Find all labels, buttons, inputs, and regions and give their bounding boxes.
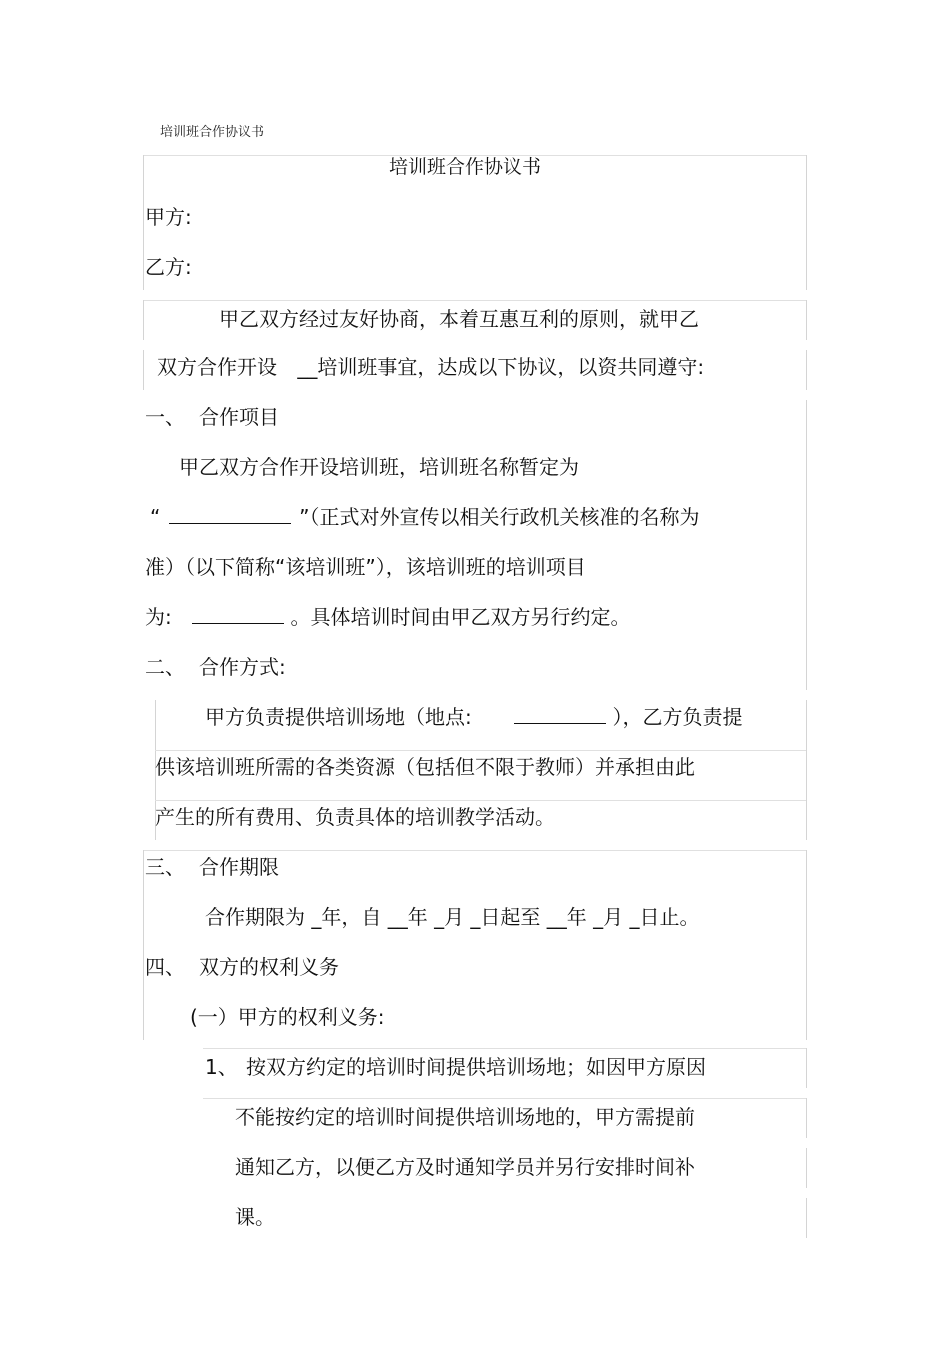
section-1-para-4-b: 。具体培训时间由甲乙双方另行约定。 [290,605,631,629]
section-2-para-1-b: ），乙方负责提 [612,705,743,729]
project-blank [192,605,284,624]
intro-line-2-a: 双方合作开设 [157,355,277,379]
section-4-subheading-1: (一）甲方的权利义务: [190,1005,385,1029]
running-header: 培训班合作协议书 [160,125,265,140]
party-b-label: 乙方: [145,255,192,279]
section-2-para-2: 供该培训班所需的各类资源（包括但不限于教师）并承担由此 [155,755,695,779]
section-2-title: 合作方式: [199,655,286,679]
intro-line-2 [157,355,704,379]
item-1-line-2: 不能按约定的培训时间提供培训场地的，甲方需提前 [235,1105,695,1129]
section-1-para-3: 准）（以下简称“该培训班”），该培训班的培训项目 [145,555,586,579]
item-1-line-3: 通知乙方，以便乙方及时通知学员并另行安排时间补 [235,1155,695,1179]
section-4-number: 四、 [145,955,185,979]
section-3-para-1: 合作期限为 _年，自 __年 _月 _日起至 __年 _月 _日止。 [205,905,700,929]
section-1-para-4 [145,605,630,629]
frame-right-line-7 [806,1048,807,1088]
name-blank [169,505,291,524]
item-1-line-4: 课。 [235,1205,275,1229]
location-blank [514,705,606,724]
frame-left-line-5 [143,850,144,1040]
section-4-title: 双方的权利义务 [199,955,339,979]
frame-right-line-3 [806,350,807,390]
frame-right-line-5 [806,700,807,840]
section-1-para-2-text: ”（正式对外宣传以相关行政机关核准的名称为 [299,505,700,529]
frame-left-line-3 [143,350,144,390]
intro-line-2-b: __培训班事宜，达成以下协议，以资共同遵守: [297,355,705,379]
section-1-para-4-a: 为: [145,605,172,629]
frame-right-line [806,155,807,290]
frame-left-line [143,155,144,290]
frame-right-line-8 [806,1098,807,1138]
frame-divider-line-5 [203,1048,806,1049]
frame-right-line-9 [806,1148,807,1188]
item-1-line-1: 按双方约定的培训时间提供培训场地；如因甲方原因 [246,1055,706,1079]
section-1-para-1: 甲乙双方合作开设培训班，培训班名称暂定为 [179,455,579,479]
section-2-para-1-a: 甲方负责提供培训场地（地点: [205,705,472,729]
document-title: 培训班合作协议书 [389,156,542,178]
item-1-number: 1、 [205,1055,238,1079]
section-1-title: 合作项目 [199,405,279,429]
frame-divider-line-6 [203,1098,806,1099]
frame-divider-line [143,300,806,301]
section-3-title: 合作期限 [199,855,279,879]
frame-left-line-2 [143,300,144,340]
section-2-para-3: 产生的所有费用、负责具体的培训教学活动。 [155,805,555,829]
section-2-para-1 [205,705,742,729]
frame-right-line-6 [806,850,807,1040]
section-3-number: 三、 [145,855,185,879]
section-1-para-2 [150,505,699,529]
section-2-number: 二、 [145,655,185,679]
party-a-label: 甲方: [145,205,192,229]
frame-divider-line-2 [155,750,806,751]
intro-line-1: 甲乙双方经过友好协商，本着互惠互利的原则，就甲乙 [219,307,699,331]
section-1-number: 一、 [145,405,185,429]
frame-right-line-2 [806,300,807,340]
frame-right-line-10 [806,1198,807,1238]
frame-divider-line-4 [143,850,806,851]
quote-open: “ [150,505,161,529]
frame-divider-line-3 [155,800,806,801]
frame-right-line-4 [806,400,807,690]
